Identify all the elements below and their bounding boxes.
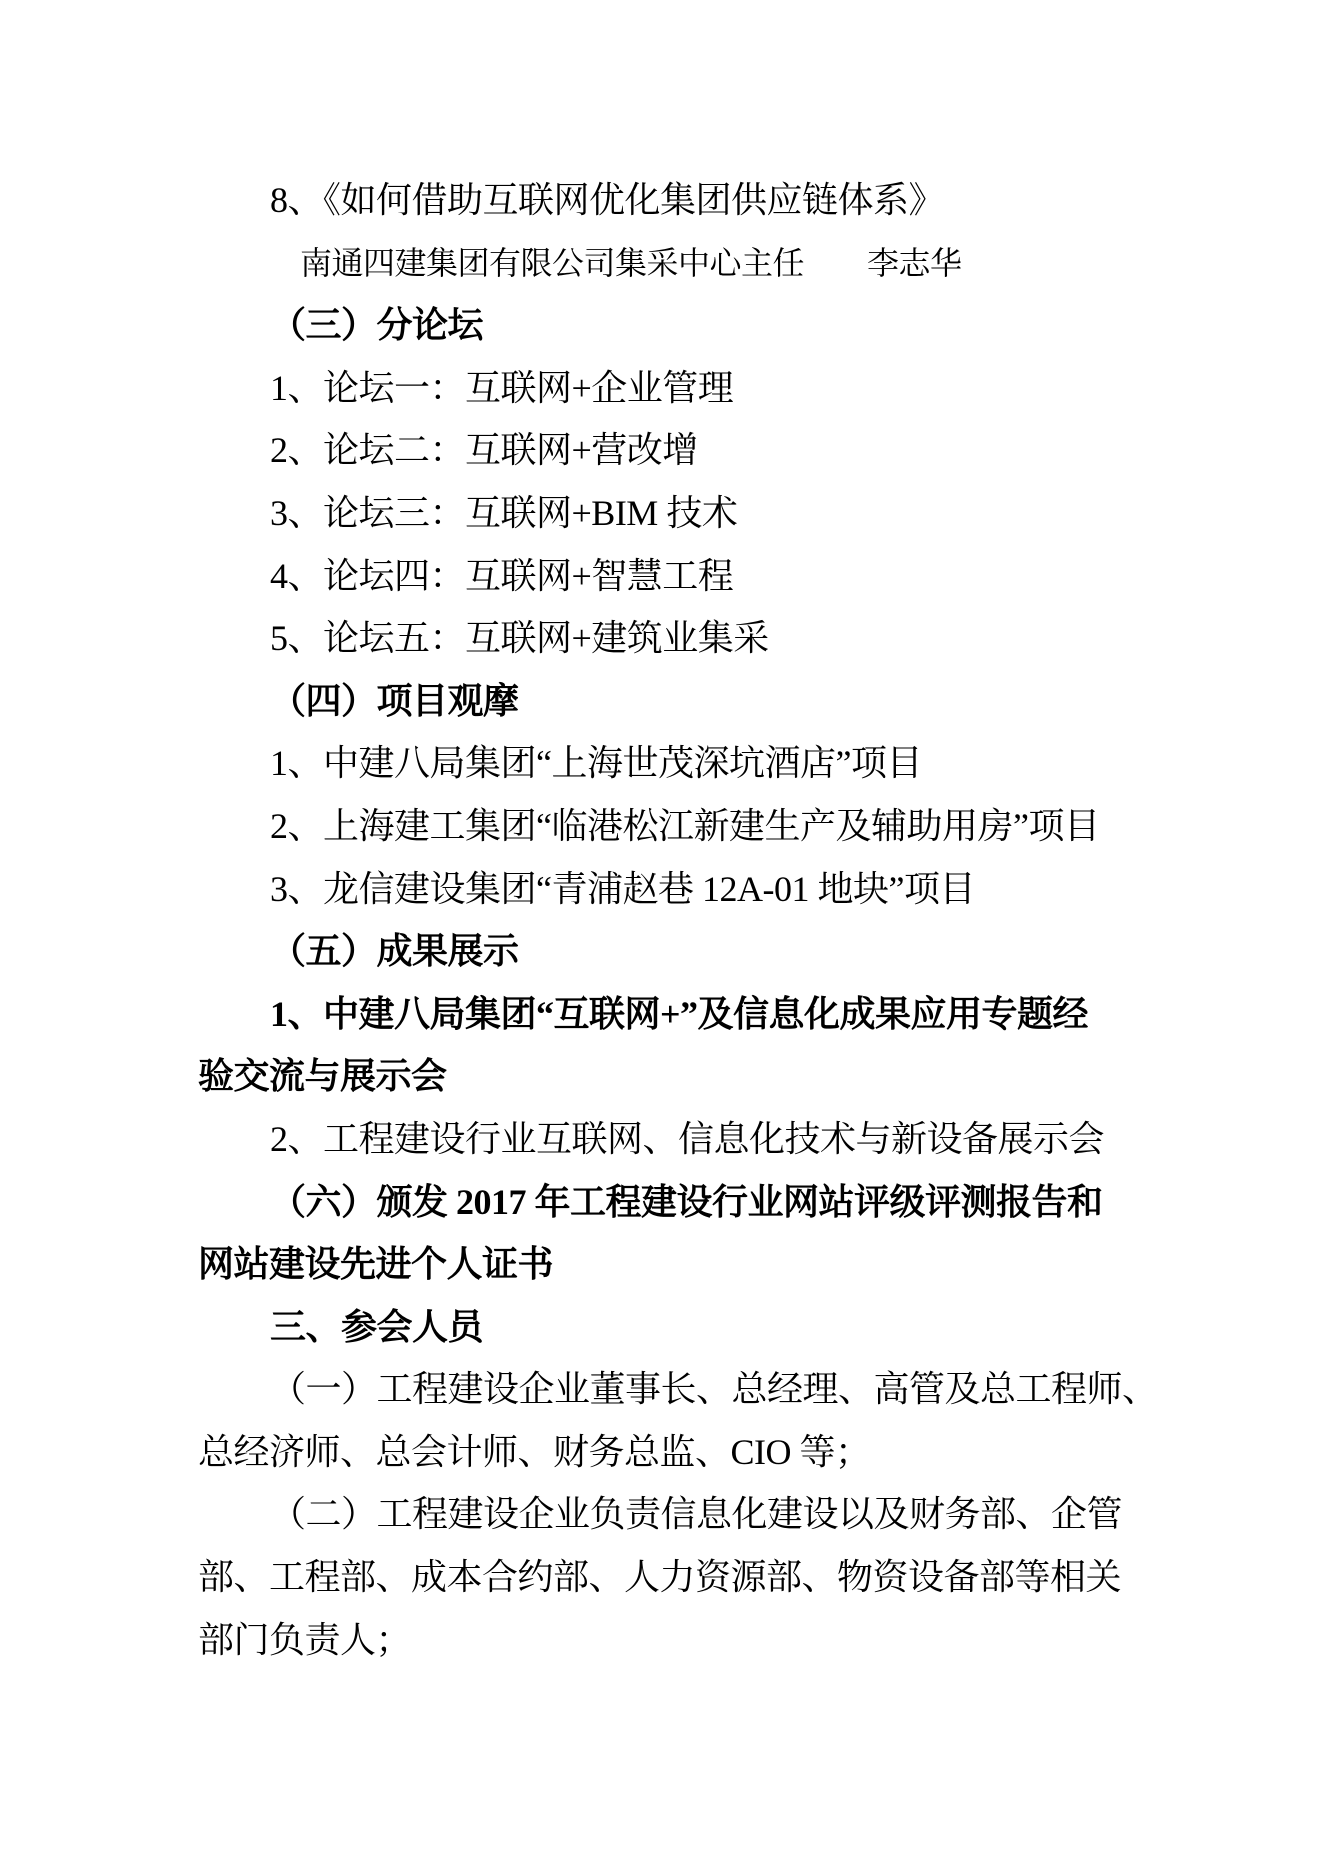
doc-heading-achievements: （五）成果展示: [270, 931, 519, 972]
doc-line-achievement-2: 2、工程建设行业互联网、信息化技术与新设备展示会: [270, 1118, 1105, 1159]
doc-line-forum-2: 2、论坛二：互联网+营改增: [270, 430, 698, 471]
doc-heading-awards-b: 网站建设先进个人证书: [198, 1244, 554, 1285]
doc-line-participants-1b: 总经济师、总会计师、财务总监、CIO 等；: [198, 1431, 871, 1472]
doc-heading-participants: 三、参会人员: [270, 1306, 484, 1347]
doc-line-project-2: 2、上海建工集团“临港松江新建生产及辅助用房”项目: [270, 805, 1100, 846]
doc-heading-awards-a: （六）颁发 2017 年工程建设行业网站评级评测报告和: [270, 1181, 1103, 1222]
document-body: [198, 169, 1158, 1671]
doc-line-topic-8: 8、《如何借助互联网优化集团供应链体系》: [270, 180, 945, 220]
doc-line-forum-1: 1、论坛一：互联网+企业管理: [270, 367, 734, 408]
doc-line-achievement-1b: 验交流与展示会: [198, 1056, 447, 1097]
doc-line-achievement-1a: 1、中建八局集团“互联网+”及信息化成果应用专题经: [270, 993, 1089, 1034]
doc-line-participants-2b: 部、工程部、成本合约部、人力资源部、物资设备部等相关: [198, 1557, 1122, 1598]
doc-line-project-1: 1、中建八局集团“上海世茂深坑酒店”项目: [270, 743, 922, 784]
doc-line-participants-2a: （二）工程建设企业负责信息化建设以及财务部、企管: [270, 1494, 1123, 1535]
doc-line-participants-1a: （一）工程建设企业董事长、总经理、高管及总工程师、: [270, 1369, 1158, 1410]
doc-line-speaker: 南通四建集团有限公司集采中心主任 李志华: [300, 244, 962, 281]
doc-line-forum-4: 4、论坛四：互联网+智慧工程: [270, 555, 734, 596]
doc-line-forum-3: 3、论坛三：互联网+BIM 技术: [270, 492, 738, 533]
doc-line-forum-5: 5、论坛五：互联网+建筑业集采: [270, 618, 769, 659]
doc-line-project-3: 3、龙信建设集团“青浦赵巷 12A-01 地块”项目: [270, 868, 975, 909]
doc-heading-project-visits: （四）项目观摩: [270, 680, 519, 721]
doc-line-participants-2c: 部门负责人；: [198, 1619, 412, 1660]
doc-heading-sub-forums: （三）分论坛: [270, 305, 484, 346]
